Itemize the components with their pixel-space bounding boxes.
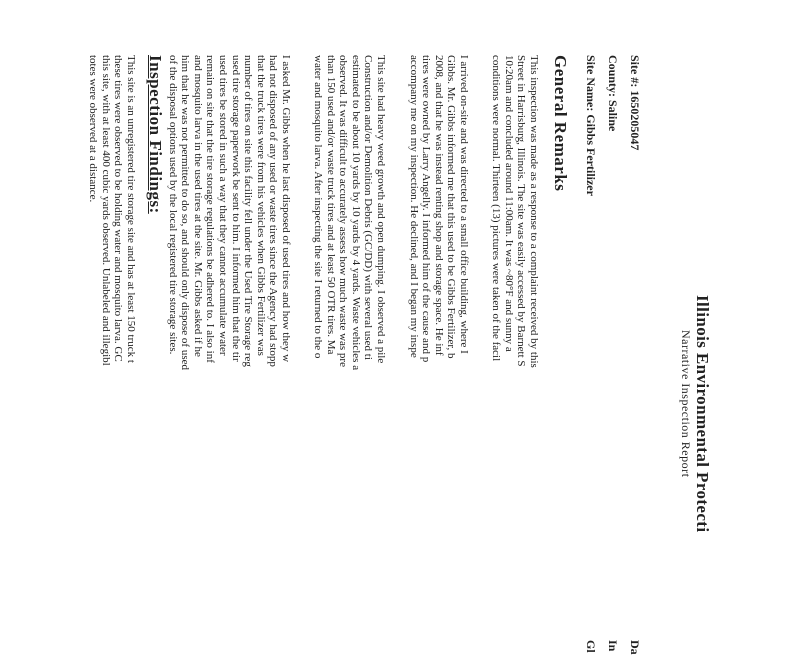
inspection-findings-heading: Inspection Findings: [146, 55, 165, 214]
text-line: 10:20am and concluded around 11:00am. It was ~80°F and sunny a [502, 55, 515, 352]
text-line: Construction and/or Demolition Debris (GC/DD) with several used ti [362, 55, 375, 360]
text-line: This inspection was made as a response to a complaint received by this [528, 55, 540, 368]
county: County: Saline [606, 55, 620, 132]
site-name: Site Name: Gibbs Fertilizer [584, 55, 598, 196]
text-line: had not disposed of any used or waste tires since the Agency had stopp [267, 55, 280, 367]
date-label: Da [628, 640, 642, 655]
text-line: him that he was not permitted to do so, and should only dispose of used [179, 55, 192, 370]
text-line: and mosquito larva in the used tires at the site. Mr. Gibbs asked if he [191, 55, 204, 357]
text-line: Street in Harrisburg, Illinois. The site was easily accessed by Barnett S [515, 55, 528, 367]
site-number: Site #: 1650205047 [628, 55, 642, 151]
remarks-paragraph-4 [166, 55, 292, 370]
text-line: I arrived on-site and was directed to a small office building, where I [458, 55, 470, 354]
text-line: used tires be stored in such a way that they cannot accumulate water [217, 55, 230, 356]
findings-paragraph [87, 55, 137, 366]
rotated-report [87, 0, 720, 660]
text-line: used tire storage paperwork be sent to him. I informed him that the tir [229, 55, 242, 362]
text-line: 2008, and that he was instead renting shop and storage space. He inf [432, 55, 445, 356]
text-line: conditions were normal. Thirteen (13) pictures were taken of the facil [490, 55, 503, 362]
text-line: number of tires on site this facility fell under the Used Tire Storage reg [242, 55, 255, 367]
text-line: these tires were observed to be holding water and mosquito larva. GC [112, 55, 125, 362]
text-line: that the truck tires were from his vehicles when Gibbs Fertilizer was [254, 55, 267, 356]
text-line: this site, with at least 400 cubic yards observed. Unlabeled and illegibl [99, 55, 112, 366]
text-line: water and mosquito larva. After inspecting the site I returned to the o [312, 55, 325, 359]
report-title: Illinois Environmental Protecti [693, 295, 712, 533]
inspector-label: In [606, 640, 620, 652]
remarks-paragraph-1 [490, 55, 540, 368]
text-line: remain on site that the tire storage regulations be adhered to. I also inf [204, 55, 217, 363]
gis-label: Gl [584, 640, 598, 653]
text-line: accompany me on my inspection. He declined, and I began my inspe [407, 55, 420, 358]
text-line: Gibbs. Mr. Gibbs informed me that this used to be Gibbs Fertilizer, b [445, 55, 458, 359]
text-line: I asked Mr. Gibbs when he last disposed of used tires and how they w [280, 55, 292, 363]
remarks-paragraph-2 [407, 55, 470, 362]
text-line: This site is an unregistered tire storage site and has at least 150 truck t [125, 55, 137, 363]
remarks-paragraph-3 [311, 55, 387, 370]
text-line: This site had heavy weed growth and open dumping. I observed a pile [375, 55, 387, 364]
text-line: than 150 used and/or waste truck tires and at least 50 OTR tires. Ma [324, 55, 337, 355]
text-line: of the disposal options used by the local registered tire storage sites. [166, 55, 179, 355]
general-remarks-heading: General Remarks [551, 55, 570, 192]
text-line: tires were owned by Larry Angelly. I informed him of the cause and p [420, 55, 433, 363]
text-line: totes were observed at a distance. [87, 55, 100, 203]
text-line: estimated to be about 10 yards by 10 yards by 4 yards. Waste vehicles a [349, 55, 362, 371]
report-subtitle: Narrative Inspection Report [679, 330, 693, 478]
text-line: observed. It was difficult to accurately assess how much waste was pre [337, 55, 350, 367]
